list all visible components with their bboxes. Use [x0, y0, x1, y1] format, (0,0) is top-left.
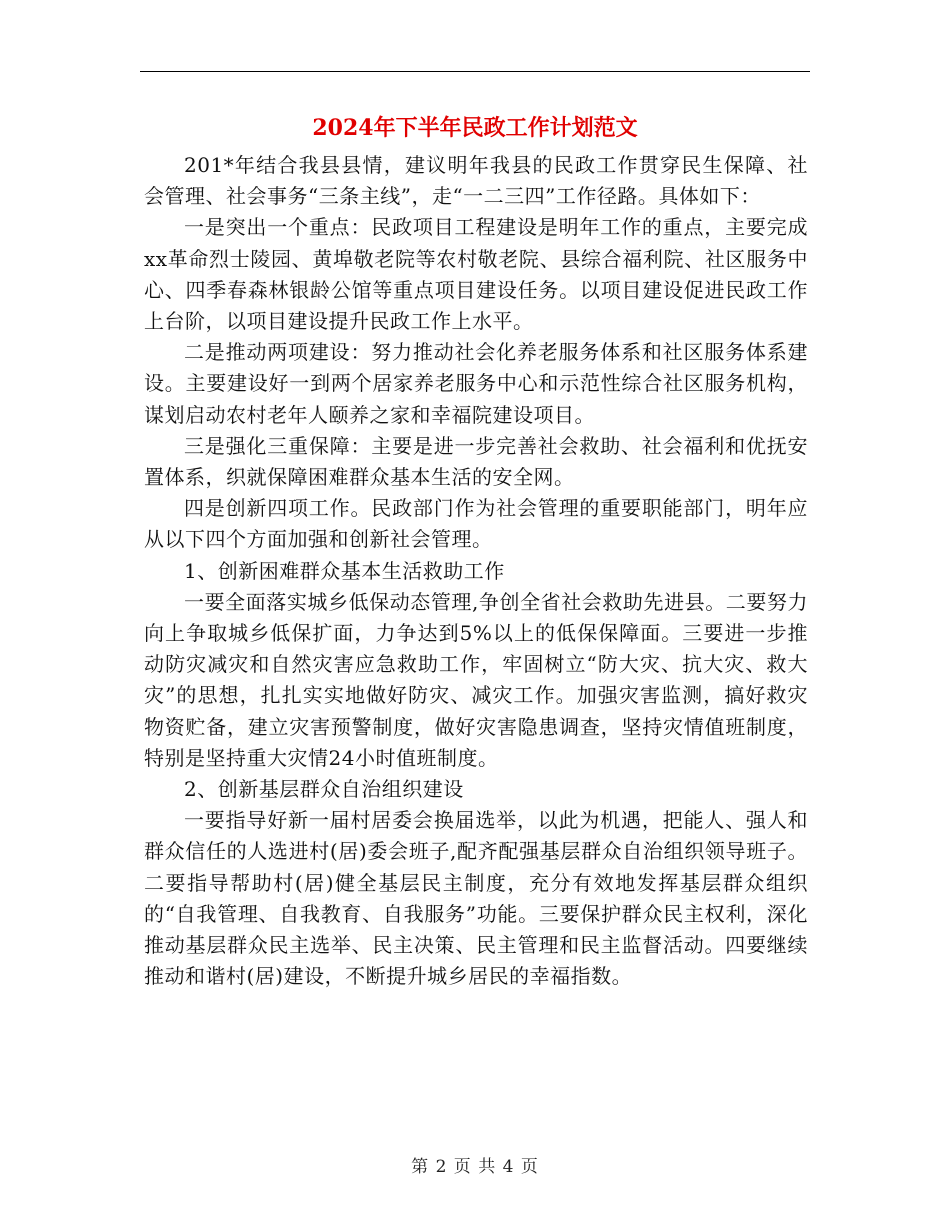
header-rule [140, 71, 810, 72]
paragraph-intro: 201*年结合我县县情，建议明年我县的民政工作贯穿民生保障、社会管理、社会事务“三条主线”，走“一二三四”工作径路。具体如下： [144, 153, 808, 209]
paragraph-point-four: 四是创新四项工作。民政部门作为社会管理的重要职能部门，明年应从以下四个方面加强和创新社会管理。 [144, 496, 808, 552]
document-body [144, 150, 808, 992]
paragraph-point-two: 二是推动两项建设：努力推动社会化养老服务体系和社区服务体系建设。主要建设好一到两个居家养老服务中心和示范性综合社区服务机构，谋划启动农村老年人颐养之家和幸福院建设项目。 [144, 340, 808, 427]
page-number-footer: 第 2 页 共 4 页 [411, 1157, 539, 1177]
paragraph-self-governance: 一要指导好新一届村居委会换届选举，以此为机遇，把能人、强人和群众信任的人选进村(居)委会班子,配齐配强基层群众自治组织领导班子。二要指导帮助村(居)健全基层民主制度，充分有效地发挥基层群众组织的“自我管理、自我教育、自我服务”功能。三要保护群众民主权利，深化推动基层群众民主选举、民主决策、民主管理和民主监督活动。四要继续推动和谐村(居)建设，不断提升城乡居民的幸福指数。 [144, 808, 808, 989]
paragraph-point-three: 三是强化三重保障：主要是进一步完善社会救助、社会福利和优抚安置体系，织就保障困难群众基本生活的安全网。 [144, 433, 808, 490]
paragraph-point-one: 一是突出一个重点：民政项目工程建设是明年工作的重点，主要完成xx革命烈士陵园、黄埠敬老院等农村敬老院、县综合福利院、社区服务中心、四季春森林银龄公馆等重点项目建设任务。以项目建设促进民政工作上台阶，以项目建设提升民政工作上水平。 [144, 215, 808, 334]
subheading-relief-work: 1、创新困难群众基本生活救助工作 [184, 558, 505, 583]
paragraph-relief-work: 一要全面落实城乡低保动态管理,争创全省社会救助先进县。二要努力向上争取城乡低保扩面，力争达到5%以上的低保保障面。三要进一步推动防灾减灾和自然灾害应急救助工作，牢固树立“防大灾、抗大灾、救大灾”的思想，扎扎实实地做好防灾、减灾工作。加强灾害监测，搞好救灾物资贮备，建立灾害预警制度，做好灾害隐患调查，坚持灾情值班制度，特别是坚持重大灾情24小时值班制度。 [144, 589, 808, 770]
subheading-self-governance: 2、创新基层群众自治组织建设 [184, 777, 464, 802]
document-title: 2024年下半年民政工作计划范文 [312, 115, 638, 141]
